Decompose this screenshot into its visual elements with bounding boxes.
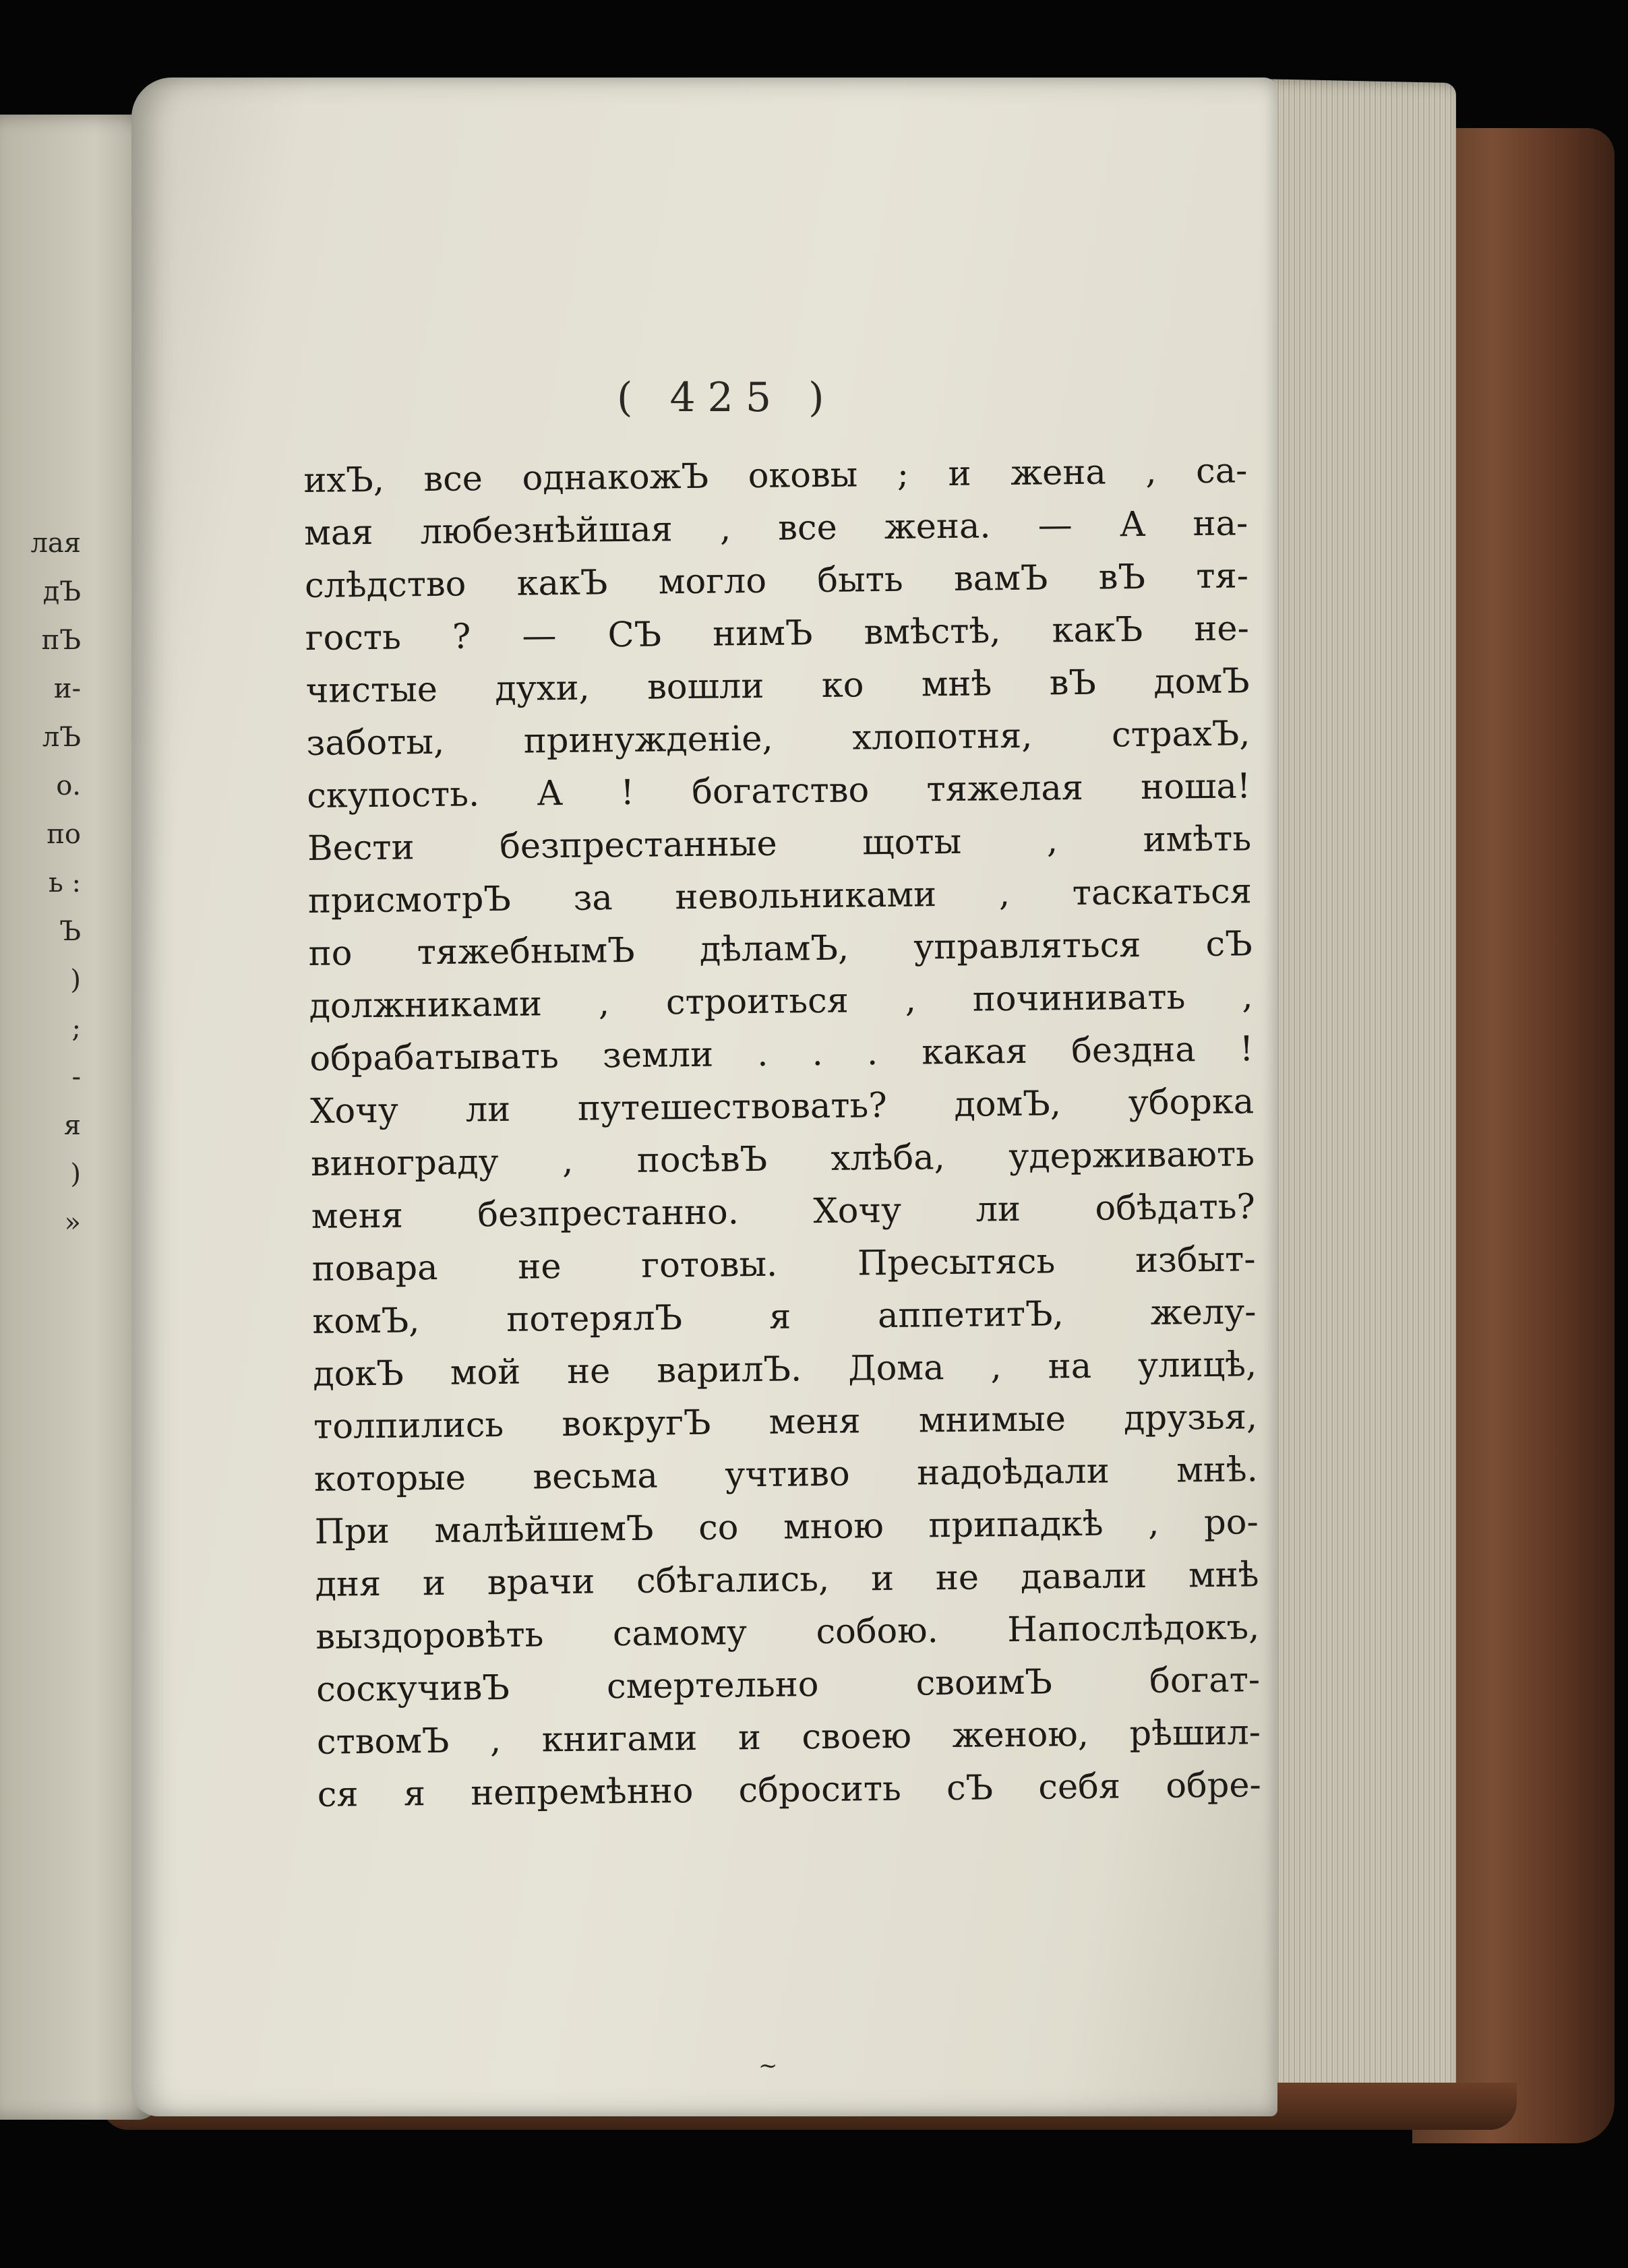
text-line: толпились вокругЪ меня мнимые друзья, <box>313 1397 1258 1447</box>
page-body-text <box>303 445 1261 1822</box>
facing-fragment: Ъ <box>59 916 81 947</box>
facing-fragment: дЪ <box>42 576 81 607</box>
text-line: слѣдство какЪ могло быть вамЪ вЪ тя- <box>304 556 1249 606</box>
text-line: по тяжебнымЪ дѣламЪ, управляться сЪ <box>308 924 1253 974</box>
facing-fragment: я <box>63 1110 81 1141</box>
text-line: Вести безпрестанные щоты , имѣть <box>307 819 1252 869</box>
facing-page-text <box>0 519 81 1247</box>
text-line: меня безпрестанно. Хочу ли обѣдать? <box>311 1187 1256 1237</box>
facing-fragment: ) <box>70 1159 81 1190</box>
text-line: дня и врачи сбѣгались, и не давали мнѣ <box>315 1555 1259 1605</box>
text-line: мая любезнѣйшая , все жена. — А на- <box>303 503 1248 553</box>
facing-fragment: » <box>64 1207 81 1238</box>
book-page <box>131 78 1277 2116</box>
catchword-mark: ~ <box>758 2052 778 2079</box>
text-line: должниками , строиться , починивать , <box>309 977 1253 1026</box>
text-line: ихЪ, все однакожЪ оковы ; и жена , са- <box>303 451 1248 501</box>
facing-fragment: - <box>71 1062 81 1093</box>
page-block-edges <box>1254 79 1456 2118</box>
facing-fragment: и- <box>53 673 81 704</box>
text-line: комЪ, потерялЪ я аппетитЪ, желу- <box>312 1292 1257 1342</box>
facing-fragment: ) <box>70 964 81 995</box>
text-line: обрабатывать земли . . . какая бездна ! <box>309 1029 1254 1079</box>
text-line: докЪ мой не варилЪ. Дома , на улицѣ, <box>312 1345 1257 1394</box>
text-line: присмотрЪ за невольниками , таскаться <box>307 871 1253 921</box>
text-line: ся я непремѣнно сбросить сЪ себя обре- <box>317 1765 1262 1815</box>
page-number: ( 425 ) <box>617 374 837 421</box>
text-line: выздоровѣть самому собою. Напослѣдокъ, <box>315 1607 1260 1657</box>
text-line: При малѣйшемЪ со мною припадкѣ , ро- <box>314 1502 1259 1552</box>
facing-fragment: лЪ <box>42 722 81 753</box>
text-line: заботы, принужденіе, хлопотня, страхЪ, <box>306 714 1250 764</box>
facing-fragment: ; <box>71 1013 81 1044</box>
facing-fragment: ь : <box>49 867 81 898</box>
text-line: Хочу ли путешествовать? домЪ, уборка <box>309 1082 1255 1132</box>
facing-fragment: лая <box>30 528 81 559</box>
text-line: скупость. А ! богатство тяжелая ноша! <box>306 766 1251 816</box>
facing-fragment: о. <box>56 770 81 801</box>
text-line: которые весьма учтиво надоѣдали мнѣ. <box>313 1450 1259 1500</box>
text-line: винограду , посѣвЪ хлѣба, удерживають <box>310 1134 1255 1184</box>
text-line: гость ? — СЪ нимЪ вмѣстѣ, какЪ не- <box>305 609 1250 658</box>
text-line: повара не готовы. Пресытясь избыт- <box>311 1239 1256 1289</box>
facing-fragment: пЪ <box>41 625 81 656</box>
text-line: чистые духи, вошли ко мнѣ вЪ домЪ <box>305 661 1250 711</box>
text-line: соскучивЪ смертельно своимЪ богат- <box>315 1660 1261 1710</box>
text-line: ствомЪ , книгами и своею женою, рѣшил- <box>316 1713 1261 1763</box>
facing-fragment: по <box>47 819 81 850</box>
